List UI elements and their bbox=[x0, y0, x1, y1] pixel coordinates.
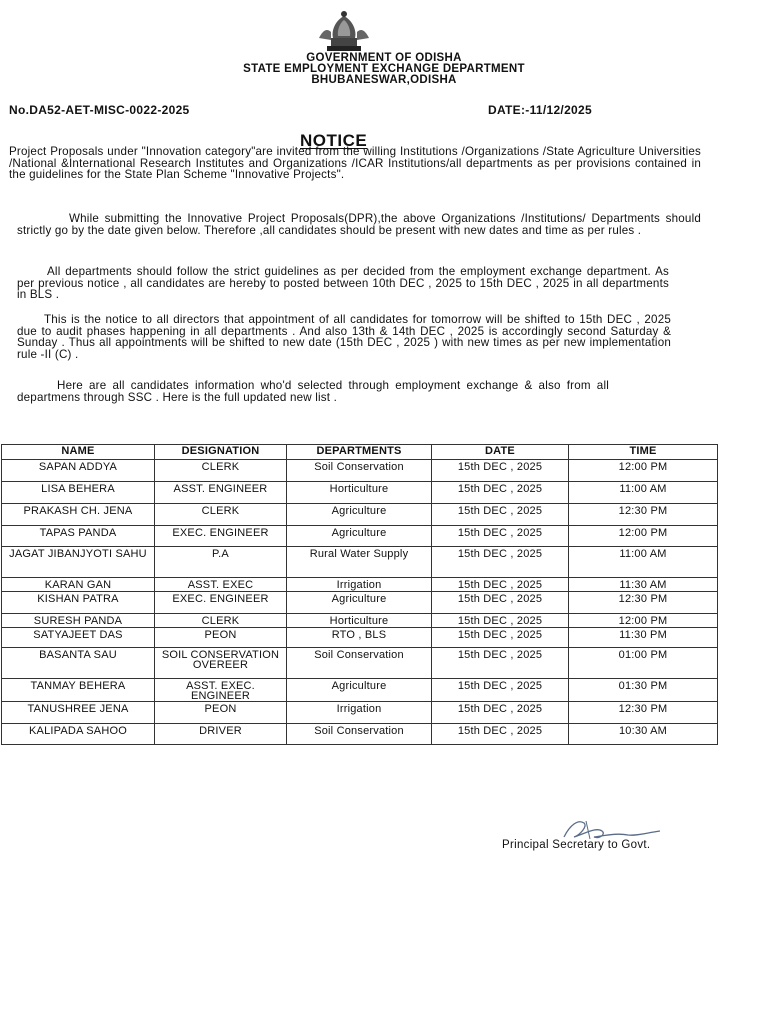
cell-department: Horticulture bbox=[287, 482, 432, 504]
cell-date: 15th DEC , 2025 bbox=[432, 724, 569, 745]
cell-department: Irrigation bbox=[287, 702, 432, 724]
header-location: BHUBANESWAR,ODISHA bbox=[311, 74, 457, 86]
column-header-time: TIME bbox=[569, 445, 718, 460]
cell-date: 15th DEC , 2025 bbox=[432, 526, 569, 547]
cell-time: 12:00 PM bbox=[569, 614, 718, 628]
header-government: GOVERNMENT OF ODISHA bbox=[306, 52, 462, 64]
paragraph-proposals: Project Proposals under "Innovation category"are invited from the willing Institutions /Organizations /State Agriculture Universities /National &International Research Institutes and Organizations /ICAR Institutions/all departments as per provisions contained in the guidelines for the State Plan Scheme "Innovative Projects". bbox=[9, 145, 701, 182]
reference-number: No.DA52-AET-MISC-0022-2025 bbox=[9, 103, 190, 117]
cell-date: 15th DEC , 2025 bbox=[432, 702, 569, 724]
cell-designation: ASST. ENGINEER bbox=[155, 482, 287, 504]
paragraph-guidelines: All departments should follow the strict guidelines as per decided from the employment exchange department. As per previous notice , all candidates are hereby to posted between 10th DEC , 2025 to 15th DEC , 2025 in all departments in BLS . bbox=[17, 265, 669, 302]
signature-label: Principal Secretary to Govt. bbox=[502, 839, 651, 851]
table-header-row bbox=[2, 445, 718, 460]
cell-designation: P.A bbox=[155, 547, 287, 578]
header-department: STATE EMPLOYMENT EXCHANGE DEPARTMENT bbox=[243, 63, 525, 75]
cell-date: 15th DEC , 2025 bbox=[432, 628, 569, 648]
cell-name: SURESH PANDA bbox=[2, 614, 155, 628]
cell-department: Rural Water Supply bbox=[287, 547, 432, 578]
table-row bbox=[2, 460, 718, 482]
cell-department: Agriculture bbox=[287, 679, 432, 702]
cell-designation: EXEC. ENGINEER bbox=[155, 592, 287, 614]
cell-time: 12:30 PM bbox=[569, 592, 718, 614]
cell-time: 12:30 PM bbox=[569, 504, 718, 526]
table-row bbox=[2, 482, 718, 504]
cell-name: TANUSHREE JENA bbox=[2, 702, 155, 724]
cell-name: LISA BEHERA bbox=[2, 482, 155, 504]
cell-name: SAPAN ADDYA bbox=[2, 460, 155, 482]
cell-date: 15th DEC , 2025 bbox=[432, 679, 569, 702]
cell-designation: SOIL CONSERVATION OVEREER bbox=[155, 648, 287, 679]
paragraph-submission: While submitting the Innovative Project Proposals(DPR),the above Organizations /Institutions/ Departments should strictly go by the date given below. Therefore ,all candidates should be present with new dates and time as per rules . bbox=[17, 212, 701, 237]
cell-name: SATYAJEET DAS bbox=[2, 628, 155, 648]
column-header-designation: DESIGNATION bbox=[155, 445, 287, 460]
cell-name: KARAN GAN bbox=[2, 578, 155, 592]
cell-department: Horticulture bbox=[287, 614, 432, 628]
cell-time: 11:30 AM bbox=[569, 578, 718, 592]
cell-department: Soil Conservation bbox=[287, 648, 432, 679]
cell-name: TAPAS PANDA bbox=[2, 526, 155, 547]
table-row bbox=[2, 628, 718, 648]
cell-designation: DRIVER bbox=[155, 724, 287, 745]
cell-designation: CLERK bbox=[155, 460, 287, 482]
table-row bbox=[2, 724, 718, 745]
table-row bbox=[2, 547, 718, 578]
cell-date: 15th DEC , 2025 bbox=[432, 460, 569, 482]
candidates-table bbox=[1, 444, 718, 745]
cell-date: 15th DEC , 2025 bbox=[432, 547, 569, 578]
table-row bbox=[2, 679, 718, 702]
cell-time: 12:30 PM bbox=[569, 702, 718, 724]
paragraph-candidates: Here are all candidates information who'd selected through employment exchange & also from all departmens through SSC . Here is the full updated new list . bbox=[17, 379, 609, 404]
column-header-departments: DEPARTMENTS bbox=[287, 445, 432, 460]
table-row bbox=[2, 702, 718, 724]
cell-name: JAGAT JIBANJYOTI SAHU bbox=[2, 547, 155, 578]
table-row bbox=[2, 648, 718, 679]
cell-date: 15th DEC , 2025 bbox=[432, 578, 569, 592]
cell-name: TANMAY BEHERA bbox=[2, 679, 155, 702]
table-row bbox=[2, 504, 718, 526]
table-row bbox=[2, 526, 718, 547]
paragraph-directors: This is the notice to all directors that appointment of all candidates for tomorrow will be shifted to 15th DEC , 2025 due to audit phases happening in all departments . And also 13th & 14th DEC , 2025 is accordingly second Saturday & Sunday . Thus all appointments will be shifted to new date (15th DEC , 2025 ) with new times as per new implementation rule -II (C) . bbox=[17, 313, 671, 361]
column-header-name: NAME bbox=[2, 445, 155, 460]
cell-designation: PEON bbox=[155, 628, 287, 648]
cell-name: KISHAN PATRA bbox=[2, 592, 155, 614]
column-header-date: DATE bbox=[432, 445, 569, 460]
cell-name: BASANTA SAU bbox=[2, 648, 155, 679]
cell-department: Irrigation bbox=[287, 578, 432, 592]
cell-time: 11:00 AM bbox=[569, 482, 718, 504]
cell-department: Agriculture bbox=[287, 592, 432, 614]
state-emblem-icon bbox=[311, 8, 377, 54]
table-row bbox=[2, 592, 718, 614]
notice-date: DATE:-11/12/2025 bbox=[488, 103, 592, 117]
cell-time: 01:00 PM bbox=[569, 648, 718, 679]
cell-department: Agriculture bbox=[287, 526, 432, 547]
table-row bbox=[2, 614, 718, 628]
cell-time: 12:00 PM bbox=[569, 460, 718, 482]
cell-department: Soil Conservation bbox=[287, 460, 432, 482]
cell-department: Soil Conservation bbox=[287, 724, 432, 745]
cell-designation: ASST. EXEC bbox=[155, 578, 287, 592]
cell-date: 15th DEC , 2025 bbox=[432, 614, 569, 628]
cell-name: KALIPADA SAHOO bbox=[2, 724, 155, 745]
cell-designation: CLERK bbox=[155, 614, 287, 628]
cell-designation: CLERK bbox=[155, 504, 287, 526]
cell-time: 10:30 AM bbox=[569, 724, 718, 745]
cell-name: PRAKASH CH. JENA bbox=[2, 504, 155, 526]
cell-time: 12:00 PM bbox=[569, 526, 718, 547]
notice-title: NOTICE bbox=[300, 131, 368, 150]
cell-department: RTO , BLS bbox=[287, 628, 432, 648]
cell-designation: ASST. EXEC. ENGINEER bbox=[155, 679, 287, 702]
cell-designation: EXEC. ENGINEER bbox=[155, 526, 287, 547]
cell-date: 15th DEC , 2025 bbox=[432, 648, 569, 679]
table-row bbox=[2, 578, 718, 592]
cell-time: 11:00 AM bbox=[569, 547, 718, 578]
cell-date: 15th DEC , 2025 bbox=[432, 592, 569, 614]
cell-time: 11:30 PM bbox=[569, 628, 718, 648]
cell-time: 01:30 PM bbox=[569, 679, 718, 702]
cell-date: 15th DEC , 2025 bbox=[432, 504, 569, 526]
cell-department: Agriculture bbox=[287, 504, 432, 526]
cell-designation: PEON bbox=[155, 702, 287, 724]
cell-date: 15th DEC , 2025 bbox=[432, 482, 569, 504]
